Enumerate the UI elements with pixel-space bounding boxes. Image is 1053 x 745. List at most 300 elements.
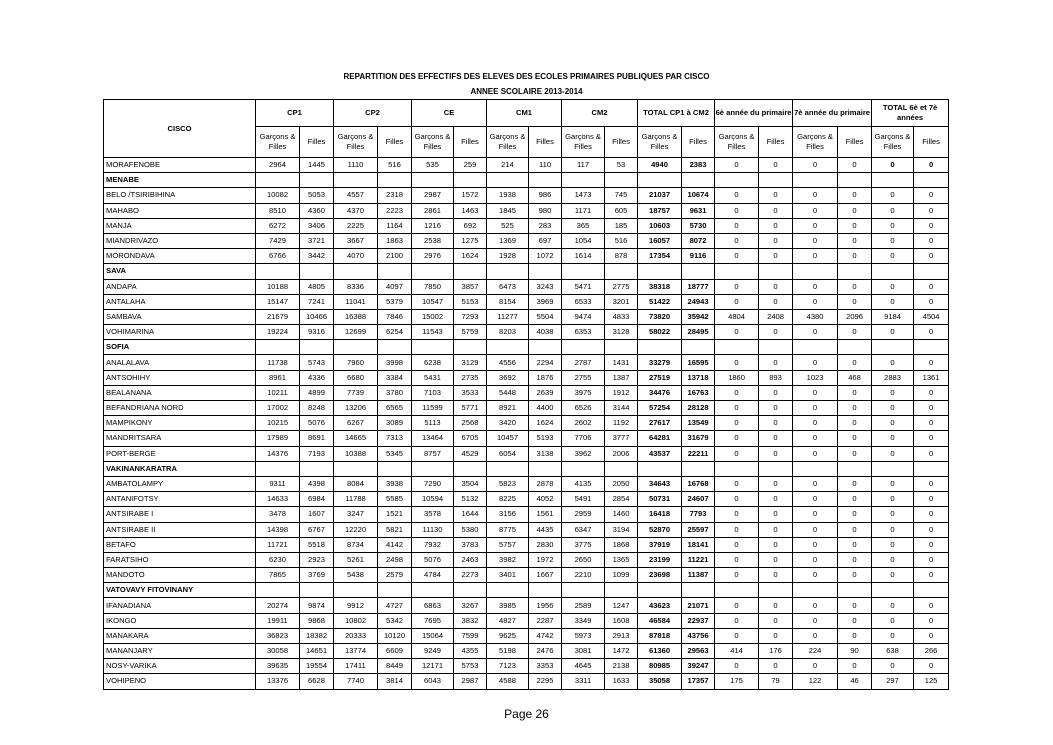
value-cell: 11387 [682, 568, 715, 583]
value-cell: 0 [914, 476, 949, 491]
value-cell: 224 [793, 644, 838, 659]
value-cell: 18757 [638, 203, 682, 218]
value-cell: 10674 [682, 188, 715, 203]
empty-cell [487, 583, 529, 598]
value-cell: 7846 [378, 309, 412, 324]
value-cell: 525 [487, 218, 529, 233]
value-cell: 0 [793, 218, 838, 233]
value-cell: 1463 [454, 203, 487, 218]
value-cell: 3533 [454, 385, 487, 400]
empty-cell [872, 264, 914, 279]
value-cell: 0 [838, 233, 872, 248]
value-cell: 3985 [487, 598, 529, 613]
value-cell: 0 [715, 568, 759, 583]
value-cell: 10466 [300, 309, 334, 324]
value-cell: 0 [914, 552, 949, 567]
value-cell: 0 [759, 294, 793, 309]
value-cell: 1472 [605, 644, 638, 659]
value-cell: 4899 [300, 385, 334, 400]
value-cell: 14651 [300, 644, 334, 659]
value-cell: 2096 [838, 309, 872, 324]
value-cell: 11721 [256, 537, 300, 552]
value-cell: 0 [793, 203, 838, 218]
value-cell: 16763 [682, 385, 715, 400]
value-cell: 516 [378, 158, 412, 173]
empty-cell [487, 340, 529, 355]
value-cell: 8084 [334, 476, 378, 491]
value-cell: 39247 [682, 659, 715, 674]
value-cell: 1624 [454, 249, 487, 264]
boys-girls-header: Garçons & Filles [793, 127, 838, 158]
value-cell: 0 [715, 279, 759, 294]
table-row [104, 507, 949, 522]
cisco-name: ANDAPA [104, 279, 256, 294]
value-cell: 1561 [529, 507, 562, 522]
value-cell: 9625 [487, 628, 529, 643]
value-cell: 6767 [300, 522, 334, 537]
value-cell: 5448 [487, 385, 529, 400]
value-cell: 3247 [334, 507, 378, 522]
value-cell: 17002 [256, 401, 300, 416]
value-cell: 9184 [872, 309, 914, 324]
empty-cell [759, 461, 793, 476]
empty-cell [487, 461, 529, 476]
value-cell: 0 [914, 218, 949, 233]
value-cell: 0 [715, 552, 759, 567]
value-cell: 5193 [529, 431, 562, 446]
value-cell: 7740 [334, 674, 378, 689]
value-cell: 2273 [454, 568, 487, 583]
value-cell: 1445 [300, 158, 334, 173]
value-cell: 2538 [412, 233, 454, 248]
group-header: CE [412, 100, 487, 127]
value-cell: 1192 [605, 416, 638, 431]
value-cell: 0 [715, 507, 759, 522]
cisco-name: MORAFENOBE [104, 158, 256, 173]
value-cell: 6609 [378, 644, 412, 659]
value-cell: 4370 [334, 203, 378, 218]
value-cell: 8203 [487, 325, 529, 340]
value-cell: 15147 [256, 294, 300, 309]
value-cell: 7960 [334, 355, 378, 370]
value-cell: 6347 [562, 522, 605, 537]
value-cell: 0 [715, 249, 759, 264]
table-row [104, 628, 949, 643]
value-cell: 8072 [682, 233, 715, 248]
value-cell: 3349 [562, 613, 605, 628]
value-cell: 6238 [412, 355, 454, 370]
value-cell: 0 [759, 158, 793, 173]
empty-cell [715, 583, 759, 598]
value-cell: 0 [759, 188, 793, 203]
value-cell: 6353 [562, 325, 605, 340]
value-cell: 38318 [638, 279, 682, 294]
empty-cell [300, 461, 334, 476]
value-cell: 5753 [454, 659, 487, 674]
value-cell: 13774 [334, 644, 378, 659]
value-cell: 1171 [562, 203, 605, 218]
value-cell: 2735 [454, 370, 487, 385]
empty-cell [715, 340, 759, 355]
value-cell: 0 [715, 294, 759, 309]
table-row [104, 401, 949, 416]
cisco-name: SAMBAVA [104, 309, 256, 324]
value-cell: 3982 [487, 552, 529, 567]
value-cell: 0 [793, 476, 838, 491]
value-cell: 0 [715, 598, 759, 613]
value-cell: 1607 [300, 507, 334, 522]
value-cell: 0 [838, 294, 872, 309]
value-cell: 0 [715, 537, 759, 552]
value-cell: 0 [914, 537, 949, 552]
empty-cell [562, 583, 605, 598]
value-cell: 0 [759, 249, 793, 264]
value-cell: 11041 [334, 294, 378, 309]
value-cell: 4827 [487, 613, 529, 628]
value-cell: 0 [872, 522, 914, 537]
value-cell: 12220 [334, 522, 378, 537]
value-cell: 0 [759, 431, 793, 446]
value-cell: 3384 [378, 370, 412, 385]
empty-cell [378, 264, 412, 279]
value-cell: 0 [914, 294, 949, 309]
region-row [104, 173, 949, 188]
value-cell: 39635 [256, 659, 300, 674]
value-cell: 1072 [529, 249, 562, 264]
value-cell: 9874 [300, 598, 334, 613]
empty-cell [378, 583, 412, 598]
value-cell: 21679 [256, 309, 300, 324]
value-cell: 2650 [562, 552, 605, 567]
value-cell: 0 [793, 416, 838, 431]
value-cell: 0 [759, 492, 793, 507]
value-cell: 10082 [256, 188, 300, 203]
value-cell: 1876 [529, 370, 562, 385]
value-cell: 3243 [529, 279, 562, 294]
value-cell: 0 [914, 158, 949, 173]
value-cell: 0 [793, 507, 838, 522]
value-cell: 0 [838, 279, 872, 294]
empty-cell [454, 264, 487, 279]
value-cell: 0 [715, 628, 759, 643]
value-cell: 1365 [605, 552, 638, 567]
value-cell: 52870 [638, 522, 682, 537]
value-cell: 0 [872, 385, 914, 400]
empty-cell [914, 583, 949, 598]
value-cell: 8225 [487, 492, 529, 507]
school-year-subtitle: ANNEE SCOLAIRE 2013-2014 [470, 87, 583, 96]
value-cell: 3938 [378, 476, 412, 491]
value-cell: 3667 [334, 233, 378, 248]
table-row [104, 325, 949, 340]
table-row [104, 233, 949, 248]
value-cell: 0 [793, 188, 838, 203]
value-cell: 23199 [638, 552, 682, 567]
table-row [104, 522, 949, 537]
value-cell: 0 [872, 659, 914, 674]
value-cell: 2223 [378, 203, 412, 218]
value-cell: 1431 [605, 355, 638, 370]
value-cell: 34643 [638, 476, 682, 491]
value-cell: 0 [715, 659, 759, 674]
value-cell: 0 [793, 552, 838, 567]
value-cell: 50731 [638, 492, 682, 507]
cisco-name: BETAFO [104, 537, 256, 552]
value-cell: 893 [759, 370, 793, 385]
girls-header: Filles [529, 127, 562, 158]
empty-cell [715, 173, 759, 188]
group-header: 7è année du primaire [793, 100, 872, 127]
value-cell: 0 [838, 401, 872, 416]
value-cell: 1633 [605, 674, 638, 689]
cisco-name: MAHABO [104, 203, 256, 218]
value-cell: 3783 [454, 537, 487, 552]
value-cell: 5076 [300, 416, 334, 431]
empty-cell [793, 173, 838, 188]
empty-cell [682, 340, 715, 355]
value-cell: 11543 [412, 325, 454, 340]
empty-cell [300, 340, 334, 355]
value-cell: 13718 [682, 370, 715, 385]
value-cell: 10802 [334, 613, 378, 628]
value-cell: 185 [605, 218, 638, 233]
value-cell: 1860 [715, 370, 759, 385]
value-cell: 11788 [334, 492, 378, 507]
value-cell: 21071 [682, 598, 715, 613]
value-cell: 7706 [562, 431, 605, 446]
empty-cell [838, 173, 872, 188]
cisco-name: BEALANANA [104, 385, 256, 400]
empty-cell [487, 264, 529, 279]
table-row [104, 431, 949, 446]
empty-cell [838, 583, 872, 598]
value-cell: 31679 [682, 431, 715, 446]
value-cell: 1912 [605, 385, 638, 400]
value-cell: 23698 [638, 568, 682, 583]
value-cell: 17354 [638, 249, 682, 264]
value-cell: 0 [759, 279, 793, 294]
table-row [104, 598, 949, 613]
value-cell: 61360 [638, 644, 682, 659]
value-cell: 11277 [487, 309, 529, 324]
value-cell: 10388 [334, 446, 378, 461]
value-cell: 11221 [682, 552, 715, 567]
value-cell: 0 [872, 325, 914, 340]
value-cell: 0 [793, 537, 838, 552]
value-cell: 3780 [378, 385, 412, 400]
empty-cell [454, 461, 487, 476]
empty-cell [562, 264, 605, 279]
value-cell: 46 [838, 674, 872, 689]
value-cell: 0 [838, 537, 872, 552]
value-cell: 8248 [300, 401, 334, 416]
value-cell: 3089 [378, 416, 412, 431]
group-header: CM2 [562, 100, 638, 127]
value-cell: 745 [605, 188, 638, 203]
region-name: MENABE [104, 173, 256, 188]
value-cell: 10120 [378, 628, 412, 643]
value-cell: 175 [715, 674, 759, 689]
value-cell: 5438 [334, 568, 378, 583]
value-cell: 0 [914, 385, 949, 400]
value-cell: 4940 [638, 158, 682, 173]
value-cell: 0 [838, 203, 872, 218]
value-cell: 2976 [412, 249, 454, 264]
value-cell: 46584 [638, 613, 682, 628]
value-cell: 2913 [605, 628, 638, 643]
value-cell: 5132 [454, 492, 487, 507]
value-cell: 3138 [529, 446, 562, 461]
value-cell: 9868 [300, 613, 334, 628]
value-cell: 0 [759, 628, 793, 643]
value-cell: 2050 [605, 476, 638, 491]
cisco-name: BEFANDRIANA NORD [104, 401, 256, 416]
value-cell: 0 [715, 233, 759, 248]
empty-cell [605, 264, 638, 279]
value-cell: 16388 [334, 309, 378, 324]
table-row [104, 279, 949, 294]
value-cell: 28495 [682, 325, 715, 340]
value-cell: 0 [872, 552, 914, 567]
value-cell: 1863 [378, 233, 412, 248]
value-cell: 5198 [487, 644, 529, 659]
empty-cell [454, 173, 487, 188]
table-row [104, 158, 949, 173]
value-cell: 15064 [412, 628, 454, 643]
value-cell: 6984 [300, 492, 334, 507]
cisco-name: MANDRITSARA [104, 431, 256, 446]
cisco-name: ANALALAVA [104, 355, 256, 370]
value-cell: 43623 [638, 598, 682, 613]
cisco-name: AMBATOLAMPY [104, 476, 256, 491]
value-cell: 20274 [256, 598, 300, 613]
empty-cell [562, 173, 605, 188]
value-cell: 25597 [682, 522, 715, 537]
value-cell: 5431 [412, 370, 454, 385]
value-cell: 2294 [529, 355, 562, 370]
empty-cell [682, 461, 715, 476]
table-row [104, 552, 949, 567]
value-cell: 4588 [487, 674, 529, 689]
value-cell: 1624 [529, 416, 562, 431]
value-cell: 0 [715, 355, 759, 370]
value-cell: 0 [838, 325, 872, 340]
empty-cell [300, 264, 334, 279]
empty-cell [872, 340, 914, 355]
value-cell: 11130 [412, 522, 454, 537]
empty-cell [529, 173, 562, 188]
value-cell: 0 [914, 446, 949, 461]
empty-cell [334, 173, 378, 188]
value-cell: 0 [838, 507, 872, 522]
boys-girls-header: Garçons & Filles [638, 127, 682, 158]
value-cell: 468 [838, 370, 872, 385]
value-cell: 2861 [412, 203, 454, 218]
value-cell: 1361 [914, 370, 949, 385]
value-cell: 1369 [487, 233, 529, 248]
value-cell: 3401 [487, 568, 529, 583]
value-cell: 7241 [300, 294, 334, 309]
table-row [104, 568, 949, 583]
value-cell: 283 [529, 218, 562, 233]
value-cell: 20333 [334, 628, 378, 643]
empty-cell [334, 583, 378, 598]
value-cell: 0 [872, 158, 914, 173]
value-cell: 3692 [487, 370, 529, 385]
value-cell: 18141 [682, 537, 715, 552]
boys-girls-header: Garçons & Filles [562, 127, 605, 158]
empty-cell [562, 340, 605, 355]
value-cell: 1275 [454, 233, 487, 248]
value-cell: 0 [759, 522, 793, 537]
empty-cell [838, 340, 872, 355]
value-cell: 2579 [378, 568, 412, 583]
value-cell: 18777 [682, 279, 715, 294]
value-cell: 1956 [529, 598, 562, 613]
value-cell: 2287 [529, 613, 562, 628]
value-cell: 4805 [300, 279, 334, 294]
value-cell: 5380 [454, 522, 487, 537]
value-cell: 2787 [562, 355, 605, 370]
value-cell: 1164 [378, 218, 412, 233]
value-cell: 5345 [378, 446, 412, 461]
value-cell: 6680 [334, 370, 378, 385]
value-cell: 5113 [412, 416, 454, 431]
value-cell: 4556 [487, 355, 529, 370]
value-cell: 2830 [529, 537, 562, 552]
value-cell: 259 [454, 158, 487, 173]
value-cell: 516 [605, 233, 638, 248]
value-cell: 0 [715, 446, 759, 461]
boys-girls-header: Garçons & Filles [487, 127, 529, 158]
value-cell: 3311 [562, 674, 605, 689]
value-cell: 176 [759, 644, 793, 659]
region-name: VAKINANKARATRA [104, 461, 256, 476]
value-cell: 3998 [378, 355, 412, 370]
value-cell: 0 [793, 385, 838, 400]
value-cell: 29563 [682, 644, 715, 659]
cisco-name: MORONDAVA [104, 249, 256, 264]
value-cell: 16768 [682, 476, 715, 491]
value-cell: 16057 [638, 233, 682, 248]
value-cell: 5823 [487, 476, 529, 491]
value-cell: 3814 [378, 674, 412, 689]
value-cell: 2775 [605, 279, 638, 294]
value-cell: 4804 [715, 309, 759, 324]
value-cell: 4645 [562, 659, 605, 674]
value-cell: 12699 [334, 325, 378, 340]
value-cell: 35058 [638, 674, 682, 689]
value-cell: 0 [872, 613, 914, 628]
value-cell: 7865 [256, 568, 300, 583]
value-cell: 1667 [529, 568, 562, 583]
empty-cell [605, 461, 638, 476]
empty-cell [454, 340, 487, 355]
value-cell: 0 [872, 568, 914, 583]
value-cell: 1110 [334, 158, 378, 173]
value-cell: 18382 [300, 628, 334, 643]
value-cell: 4070 [334, 249, 378, 264]
value-cell: 5471 [562, 279, 605, 294]
value-cell: 638 [872, 644, 914, 659]
value-cell: 0 [715, 203, 759, 218]
empty-cell [412, 264, 454, 279]
empty-cell [759, 340, 793, 355]
value-cell: 297 [872, 674, 914, 689]
group-header: TOTAL 6è et 7è années [872, 100, 949, 127]
value-cell: 0 [838, 249, 872, 264]
value-cell: 3504 [454, 476, 487, 491]
